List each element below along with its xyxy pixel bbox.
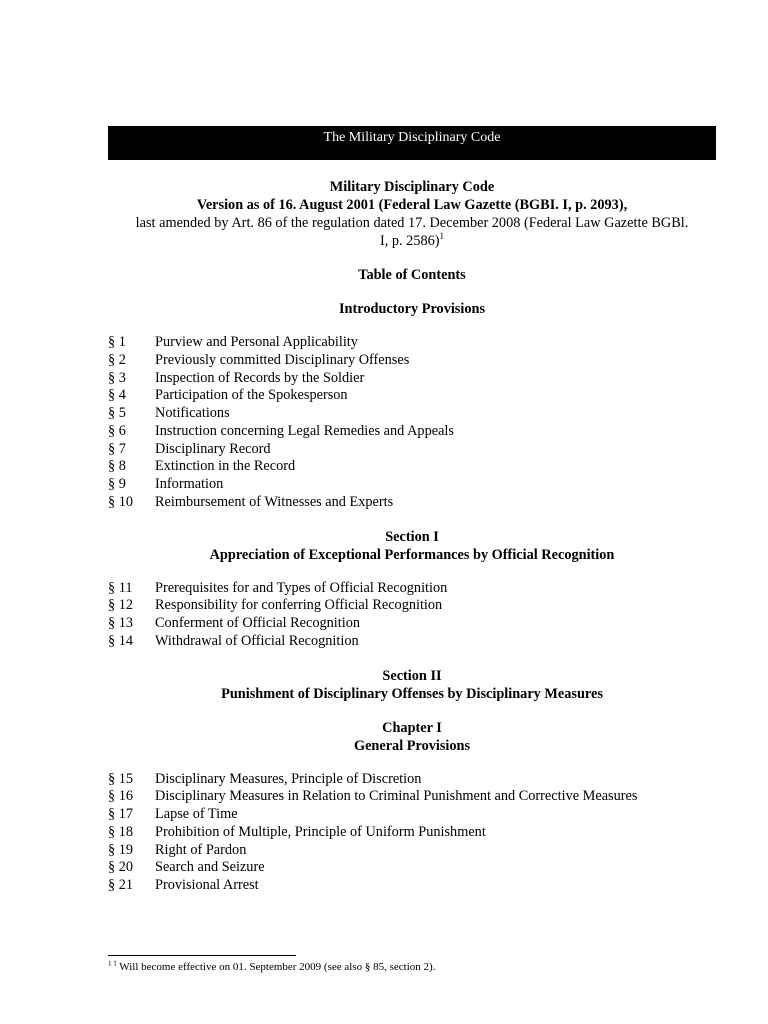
toc-entry-title: Instruction concerning Legal Remedies and Appeals (155, 422, 454, 439)
toc-entry-title: Participation of the Spokesperson (155, 387, 348, 404)
toc-entry-number: § 2 (108, 351, 126, 368)
toc-entry (108, 494, 716, 512)
amended-line-1: last amended by Art. 86 of the regulation dated 17. December 2008 (Federal Law Gazette BGBl. (135, 215, 689, 231)
toc-entry (108, 824, 716, 842)
section-2-title: Punishment of Disciplinary Offenses by Disciplinary Measures (221, 685, 603, 702)
intro-toc-list (108, 334, 716, 512)
toc-entry-number: § 7 (108, 440, 126, 457)
document-body (108, 178, 716, 895)
intro-heading: Introductory Provisions (338, 301, 486, 317)
footnote-text: Will become effective on 01. September 2009 (see also § 85, section 2). (116, 961, 436, 973)
toc-entry-number: § 8 (108, 458, 126, 475)
document-title: Military Disciplinary Code (329, 179, 495, 195)
toc-entry-title: Conferment of Official Recognition (155, 615, 361, 631)
toc-entry-title: Extinction in the Record (155, 458, 296, 475)
toc-entry-title: Purview and Personal Applicability (155, 334, 358, 350)
toc-entry (108, 580, 716, 598)
toc-entry (108, 405, 716, 423)
toc-entry-number: § 16 (108, 788, 134, 805)
toc-entry-number: § 10 (108, 493, 134, 510)
toc-entry (108, 441, 716, 459)
toc-entry (108, 597, 716, 615)
toc-entry-number: § 15 (108, 770, 134, 787)
section-1-toc-list (108, 580, 716, 651)
toc-entry (108, 423, 716, 441)
toc-entry (108, 859, 716, 877)
toc-entry (108, 788, 716, 806)
toc-entry (108, 352, 716, 370)
toc-entry-title: Disciplinary Measures, Principle of Discretion (155, 770, 422, 787)
toc-entry-title: Search and Seizure (155, 859, 265, 876)
toc-entry (108, 370, 716, 388)
toc-entry (108, 877, 716, 895)
toc-entry-number: § 19 (108, 841, 134, 858)
toc-entry (108, 633, 716, 651)
chapter-1-title: General Provisions (353, 737, 471, 754)
section-1-label: Section I (385, 528, 439, 545)
footnote-divider (108, 955, 296, 956)
toc-entry-title: Reimbursement of Witnesses and Experts (155, 493, 394, 510)
toc-entry-number: § 14 (108, 632, 134, 649)
toc-entry (108, 615, 716, 633)
header-title: The Military Disciplinary Code (323, 130, 501, 145)
toc-entry-title: Disciplinary Measures in Relation to Criminal Punishment and Corrective Measures (155, 788, 638, 805)
toc-entry-title: Lapse of Time (155, 806, 238, 822)
toc-entry-title: Provisional Arrest (155, 877, 259, 893)
amended-line-2 (108, 232, 716, 250)
toc-entry-number: § 1 (108, 334, 126, 350)
toc-entry (108, 334, 716, 352)
toc-entry-number: § 5 (108, 405, 126, 421)
toc-entry-number: § 9 (108, 476, 126, 492)
toc-entry-number: § 3 (108, 369, 126, 386)
toc-entry-number: § 12 (108, 597, 134, 614)
document-header-bar (108, 126, 716, 160)
toc-entry (108, 806, 716, 824)
toc-entry (108, 842, 716, 860)
toc-title: Table of Contents (358, 267, 466, 283)
toc-entry-title: Previously committed Disciplinary Offenses (155, 351, 410, 368)
toc-entry-title: Inspection of Records by the Soldier (155, 369, 365, 386)
toc-entry-number: § 4 (108, 387, 126, 404)
section-1-title: Appreciation of Exceptional Performances by Official Recognition (209, 546, 615, 563)
toc-entry-title: Responsibility for conferring Official Recognition (155, 597, 443, 614)
toc-entry-title: Notifications (155, 405, 230, 421)
toc-entry-title: Right of Pardon (155, 841, 247, 858)
footnote-marker: 1 1 (108, 959, 117, 968)
toc-entry-number: § 6 (108, 422, 126, 439)
toc-entry (108, 476, 716, 494)
section-2-label: Section II (382, 667, 442, 684)
toc-entry (108, 771, 716, 789)
toc-entry-number: § 11 (108, 579, 133, 596)
toc-entry-number: § 21 (108, 877, 134, 893)
toc-entry-title: Prohibition of Multiple, Principle of Uniform Punishment (155, 823, 486, 840)
toc-entry-number: § 18 (108, 823, 134, 840)
chapter-1-label: Chapter I (382, 719, 442, 736)
toc-entry-number: § 13 (108, 615, 134, 631)
footnote (108, 960, 435, 974)
toc-entry-number: § 20 (108, 859, 134, 876)
toc-entry-title: Information (155, 476, 224, 492)
toc-entry-title: Prerequisites for and Types of Official Recognition (155, 579, 448, 596)
toc-entry-title: Disciplinary Record (155, 440, 271, 457)
version-line: Version as of 16. August 2001 (Federal Law Gazette (BGBI. I, p. 2093), (196, 197, 628, 213)
amended-line-2-text: I, p. 2586) (379, 233, 440, 249)
toc-entry (108, 458, 716, 476)
toc-entry-number: § 17 (108, 806, 134, 822)
toc-entry (108, 387, 716, 405)
chapter-1-toc-list (108, 771, 716, 895)
toc-entry-title: Withdrawal of Official Recognition (155, 632, 359, 649)
footnote-reference: 1 (439, 231, 445, 242)
